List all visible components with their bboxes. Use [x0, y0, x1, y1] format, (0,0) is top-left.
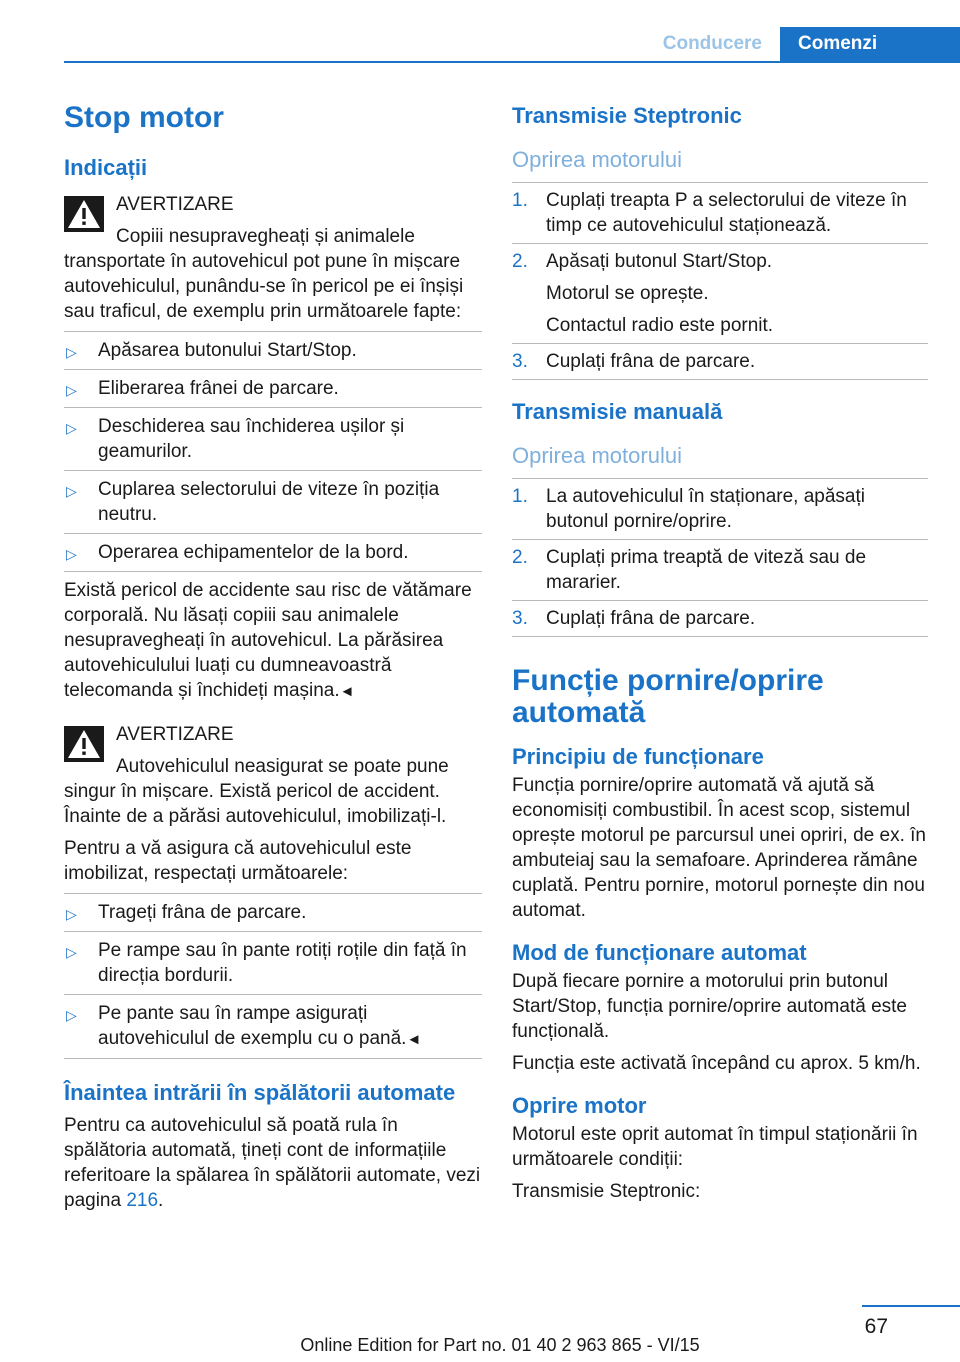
warning-block-2 — [64, 722, 482, 747]
step-subline: Contactul radio este pornit. — [546, 315, 774, 336]
principiu-text: Funcția pornire/oprire automată vă ajută să economisiți combustibil. În acest scop, sistemul oprește motorul pe parcursul unei opriri, de ex. în ambuteiaj sau la semafoare. Aprinderea rămâne cuplată. Pentru pornire, motorul pornește din nou automat. — [512, 775, 926, 921]
mod-text-1: După fiecare pornire a motorului prin butonul Start/Stop, funcția pornire/oprire automată este funcțională. — [512, 971, 907, 1042]
step-item — [512, 478, 928, 539]
list-item — [64, 407, 482, 470]
steps-manual — [512, 478, 928, 637]
section-title-auto-start-stop: Funcție pornire/oprire automată — [512, 664, 824, 729]
warning-list-1 — [64, 331, 482, 572]
warning-block-1 — [64, 192, 482, 217]
step-text: Cuplați treapta P a selectorului de viteze în timp ce autovehiculul staționează. — [546, 190, 907, 236]
left-column — [64, 96, 482, 1220]
header-tabs — [645, 27, 960, 61]
triangle-bullet-icon: ▷ — [66, 382, 77, 398]
steps-steptronic — [512, 182, 928, 380]
list-item-text: Trageți frâna de parcare. — [98, 902, 307, 923]
step-item — [512, 600, 928, 637]
list-item — [64, 994, 482, 1059]
step-text: Cuplați frâna de parcare. — [546, 608, 756, 629]
warning-text-1-content: Copiii nesupravegheați și animalele transportate în autovehicul pot pune în mișcare autovehiculul, punându-se în pericol pe ei înșiși sau traficul, de exemplu prin următoarele fapte: — [64, 226, 464, 322]
list-item-text: Eliberarea frânei de parcare. — [98, 378, 339, 399]
step-number: 3. — [512, 608, 528, 629]
warning-triangle-icon — [64, 726, 104, 762]
end-mark-icon: ◄ — [406, 1031, 422, 1048]
footer-edition: Online Edition for Part no. 01 40 2 963 865 - VI/15 — [300, 1335, 700, 1355]
step-text: Apăsați butonul Start/Stop. — [546, 251, 773, 272]
step-number: 1. — [512, 486, 528, 507]
subsection-spalatorii: Înaintea intrării în spălătorii automate — [64, 1080, 456, 1105]
subsection-steptronic: Transmisie Steptronic — [512, 103, 742, 128]
list-item — [64, 369, 482, 407]
page-link-216[interactable]: 216 — [126, 1190, 159, 1211]
warning-text-2-content: Autovehiculul neasigurat se poate pune singur în mișcare. Există pericol de accident. Înainte de a părăsi autovehiculul, imobilizați-l. — [64, 756, 449, 827]
warning-list-2 — [64, 893, 482, 1059]
subsection-indicatii: Indicații — [64, 155, 148, 180]
mod-text-2: Funcția este activată începând cu aprox. 5 km/h. — [512, 1053, 921, 1074]
subsection-oprire-motor: Oprire motor — [512, 1093, 647, 1118]
subsection-mod: Mod de funcționare automat — [512, 940, 807, 965]
list-item-text: Apăsarea butonului Start/Stop. — [98, 340, 357, 361]
triangle-bullet-icon: ▷ — [66, 420, 77, 436]
list-item — [64, 331, 482, 369]
list-item — [64, 470, 482, 533]
step-item — [512, 343, 928, 380]
triangle-bullet-icon: ▷ — [66, 906, 77, 922]
wash-paragraph — [64, 1113, 482, 1213]
list-item — [64, 931, 482, 994]
step-number: 3. — [512, 351, 528, 372]
tab-conducere[interactable]: Conducere — [645, 27, 780, 61]
wash-period: . — [158, 1190, 164, 1211]
warning-text-1 — [64, 224, 482, 324]
oprire-text: Motorul este oprit automat în timpul staționării în următoarele condiții: — [512, 1124, 918, 1170]
subsection-principiu: Principiu de funcționare — [512, 744, 764, 769]
end-mark-icon: ◄ — [339, 683, 355, 700]
warning-text-2 — [64, 754, 482, 829]
warning-instructions-2: Pentru a vă asigura că autovehiculul este imobilizat, respectați următoarele: — [64, 838, 412, 884]
list-item — [64, 893, 482, 931]
step-text: Cuplați frâna de parcare. — [546, 351, 756, 372]
step-number: 2. — [512, 547, 528, 568]
list-item-text: Cuplarea selectorului de viteze în poziția neutru. — [98, 479, 440, 525]
step-item — [512, 182, 928, 243]
subsubsection-oprirea-2: Oprirea motorului — [512, 443, 682, 468]
warning-title-1: AVERTIZARE — [116, 194, 234, 215]
page-number: 67 — [864, 1315, 888, 1338]
footer-rule — [862, 1305, 960, 1307]
tab-comenzi[interactable]: Comenzi — [780, 27, 960, 61]
triangle-bullet-icon: ▷ — [66, 546, 77, 562]
list-item — [64, 533, 482, 572]
right-column — [512, 96, 928, 1211]
step-text: La autovehiculul în staționare, apăsați butonul pornire/oprire. — [546, 486, 865, 532]
list-item-text: Pe pante sau în rampe asigurați autovehiculul de exemplu cu o pană. — [98, 1003, 407, 1049]
triangle-bullet-icon: ▷ — [66, 944, 77, 960]
step-item — [512, 243, 928, 343]
step-subline: Motorul se oprește. — [546, 283, 709, 304]
triangle-bullet-icon: ▷ — [66, 344, 77, 360]
header-rule — [64, 61, 960, 63]
warning-triangle-icon — [64, 196, 104, 232]
warning-consequence-1 — [64, 578, 482, 704]
step-number: 2. — [512, 251, 528, 272]
list-item-text: Pe rampe sau în pante rotiți roțile din față în direcția bordurii. — [98, 940, 467, 986]
triangle-bullet-icon: ▷ — [66, 1007, 77, 1023]
oprire-subheading: Transmisie Steptronic: — [512, 1181, 701, 1202]
step-number: 1. — [512, 190, 528, 211]
wash-text: Pentru ca autovehiculul să poată rula în spălătoria automată, țineți cont de informațiile referitoare la spălarea în spălătorii automate, vezi pagina — [64, 1115, 481, 1211]
warning-consequence-text: Există pericol de accidente sau risc de vătămare corporală. Nu lăsați copiii sau animalele nesupravegheați în autovehicul. La părăsirea autovehiculului luați cu dumneavoastră telecomanda și închideți mașina. — [64, 580, 472, 701]
warning-title-2: AVERTIZARE — [116, 724, 234, 745]
list-item-text: Deschiderea sau închiderea ușilor și geamurilor. — [98, 416, 405, 462]
subsubsection-oprirea-1: Oprirea motorului — [512, 147, 682, 172]
list-item-text: Operarea echipamentelor de la bord. — [98, 542, 409, 563]
section-title-stop-motor: Stop motor — [64, 101, 224, 134]
triangle-bullet-icon: ▷ — [66, 483, 77, 499]
subsection-manual: Transmisie manuală — [512, 399, 723, 424]
step-item — [512, 539, 928, 600]
step-text: Cuplați prima treaptă de viteză sau de mararier. — [546, 547, 867, 593]
